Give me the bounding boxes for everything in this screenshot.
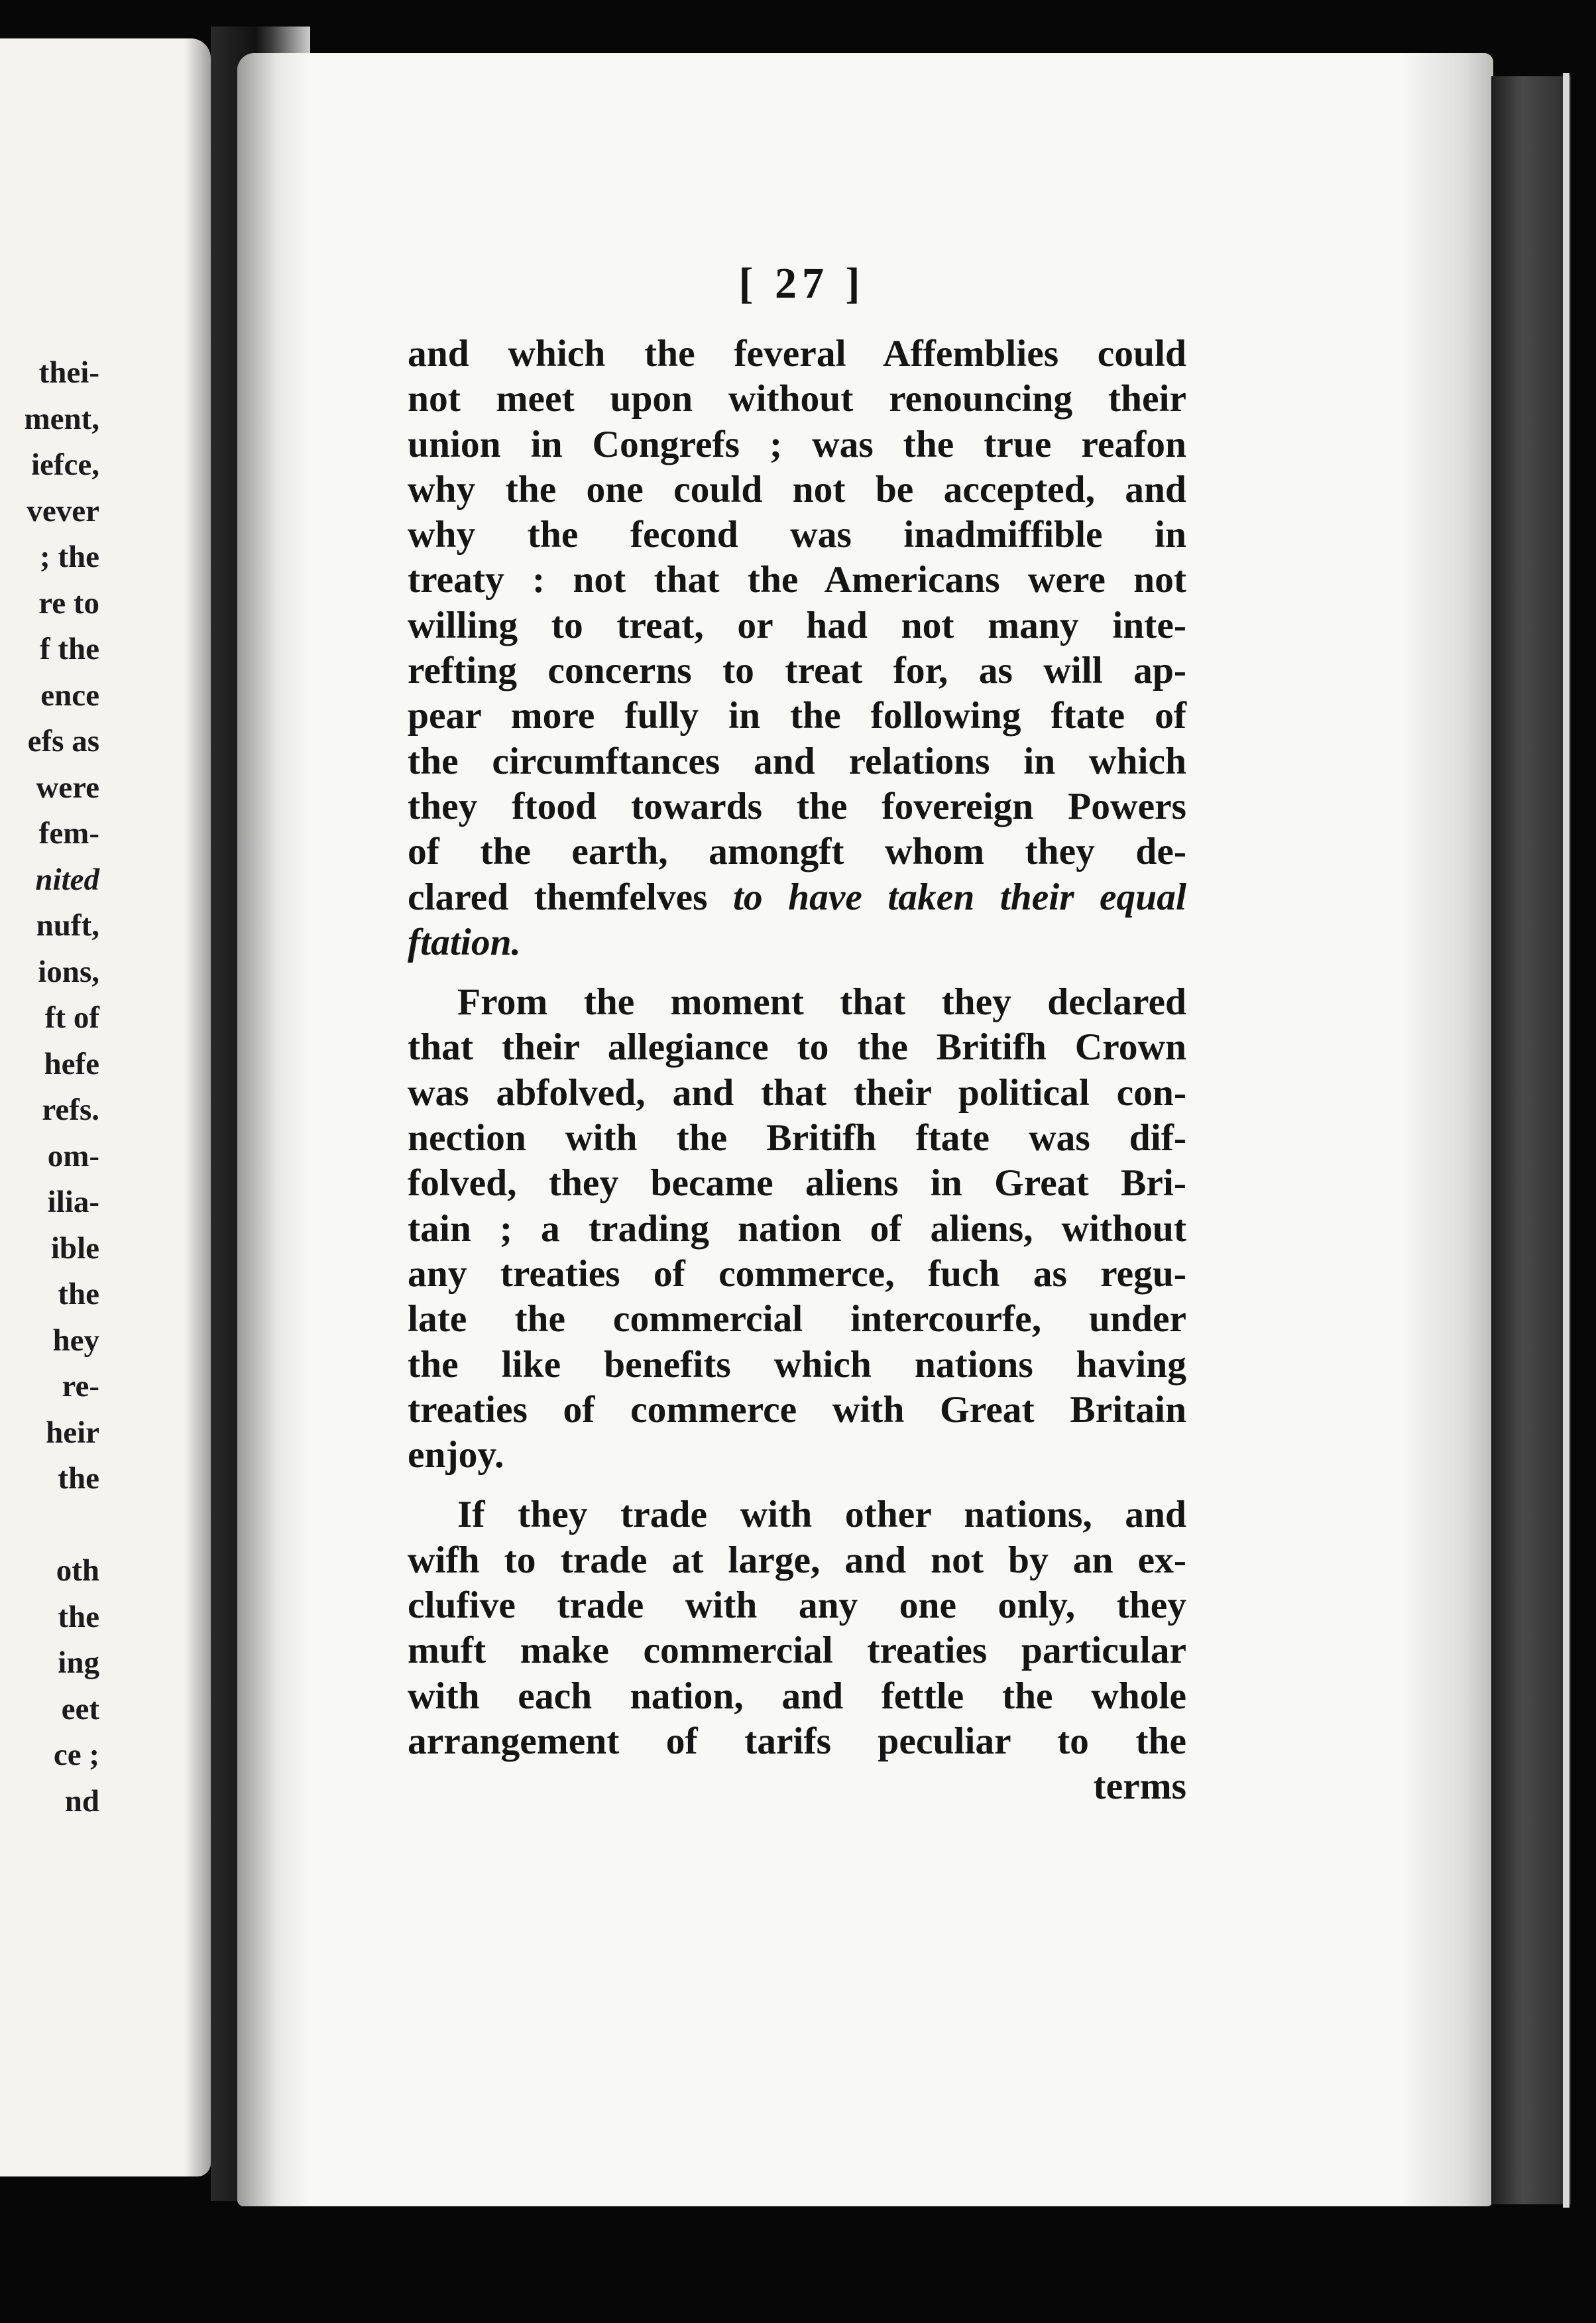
- facing-line: iefce,: [30, 447, 99, 482]
- facing-line: eet: [61, 1691, 99, 1726]
- text-line: pear more fully in the following ftate of: [408, 695, 1186, 737]
- facing-line: efs as: [27, 724, 99, 758]
- page-edge-shadow: [1400, 53, 1493, 2206]
- text-line: muft make commercial treaties particular: [408, 1630, 1186, 1672]
- facing-line: thei-: [38, 355, 99, 390]
- text-line: nection with the Britifh ftate was dif-: [408, 1117, 1186, 1160]
- page-curl-shadow: [184, 38, 211, 2176]
- facing-line: ilia-: [47, 1185, 99, 1219]
- facing-line: ing: [58, 1645, 99, 1680]
- text-line: that their allegiance to the Britifh Crown: [408, 1026, 1186, 1069]
- catchword: terms: [1093, 1765, 1186, 1808]
- facing-line: [0, 1502, 99, 1549]
- page-stack-edge: [1563, 73, 1569, 2208]
- text-line: enjoy.: [408, 1434, 504, 1476]
- facing-page-left: [0, 38, 211, 2176]
- body-text: [408, 331, 1186, 1810]
- facing-line: nuft,: [36, 908, 99, 943]
- facing-line: hey: [52, 1323, 99, 1358]
- facing-line: the: [58, 1599, 99, 1634]
- text-line: they ftood towards the fovereign Powers: [408, 785, 1186, 827]
- facing-line: the: [58, 1277, 99, 1311]
- facing-line: hefe: [44, 1046, 99, 1081]
- text-line: wifh to trade at large, and not by an ex-: [408, 1539, 1186, 1581]
- text-line-mixed: [408, 875, 1186, 920]
- book-fore-edge: [1491, 76, 1571, 2204]
- text-line: and which the feveral Affemblies could: [408, 333, 1186, 375]
- text-line: with each nation, and fettle the whole: [408, 1675, 1186, 1717]
- text-line: any treaties of commerce, fuch as regu-: [408, 1252, 1186, 1295]
- facing-line: refs.: [42, 1093, 99, 1127]
- facing-line: fem-: [38, 816, 99, 851]
- text-line: the like benefits which nations having: [408, 1343, 1186, 1386]
- paragraph: [408, 980, 1186, 1478]
- facing-line: ft of: [44, 1000, 99, 1035]
- facing-line: ; the: [39, 540, 99, 574]
- text-line: why the one could not be accepted, and: [408, 468, 1186, 510]
- facing-line: vever: [27, 493, 99, 528]
- text-line: folved, they became aliens in Great Bri-: [408, 1162, 1186, 1205]
- facing-line: re to: [38, 585, 99, 621]
- page-binding-shadow: [237, 53, 310, 2206]
- facing-line: were: [36, 770, 99, 805]
- text-line: refting concerns to treat for, as will ap-: [408, 650, 1186, 692]
- paragraph: [408, 1492, 1186, 1809]
- facing-line: oth: [56, 1553, 99, 1588]
- text-line: From the moment that they declared: [457, 981, 1186, 1024]
- text-line: union in Congrefs ; was the true reafon: [408, 423, 1186, 465]
- facing-line: f the: [39, 632, 99, 666]
- facing-line: nited: [35, 862, 99, 897]
- text-line: was abfolved, and that their political con-: [408, 1071, 1186, 1114]
- facing-page-text: [0, 350, 99, 1824]
- emphasis-line: ftation.: [408, 921, 521, 963]
- text-line: clufive trade with any one only, they: [408, 1584, 1186, 1627]
- text-line: arrangement of tarifs peculiar to the: [408, 1720, 1186, 1762]
- text-line: the circumftances and relations in which: [408, 740, 1186, 782]
- facing-line: the: [58, 1461, 99, 1496]
- facing-line: ions,: [38, 954, 99, 989]
- text-line: tain ; a trading nation of aliens, without: [408, 1207, 1186, 1250]
- text-run: clared themfelves: [408, 876, 708, 918]
- text-line: treaty : not that the Americans were not: [408, 559, 1186, 601]
- text-line: treaties of commerce with Great Britain: [408, 1388, 1186, 1431]
- facing-line: ment,: [24, 401, 99, 436]
- text-line: why the fecond was inadmiffible in: [408, 514, 1186, 556]
- text-line: not meet upon without renouncing their: [408, 378, 1186, 420]
- paragraph: [408, 331, 1186, 965]
- facing-line: om-: [47, 1138, 99, 1173]
- facing-line: ence: [40, 678, 99, 713]
- facing-line: nd: [64, 1783, 99, 1818]
- text-line: willing to treat, or had not many inte-: [408, 604, 1186, 646]
- facing-line: heir: [46, 1415, 99, 1450]
- text-line: If they trade with other nations, and: [457, 1494, 1186, 1536]
- text-line: of the earth, amongft whom they de-: [408, 831, 1186, 873]
- facing-line: re-: [62, 1369, 99, 1403]
- facing-line: ce ;: [53, 1738, 99, 1772]
- page-number: [ 27 ]: [738, 259, 866, 308]
- emphasis-text: to have taken their equal: [707, 876, 1186, 918]
- facing-line: ible: [50, 1230, 99, 1266]
- text-line: late the commercial intercourfe, under: [408, 1298, 1186, 1340]
